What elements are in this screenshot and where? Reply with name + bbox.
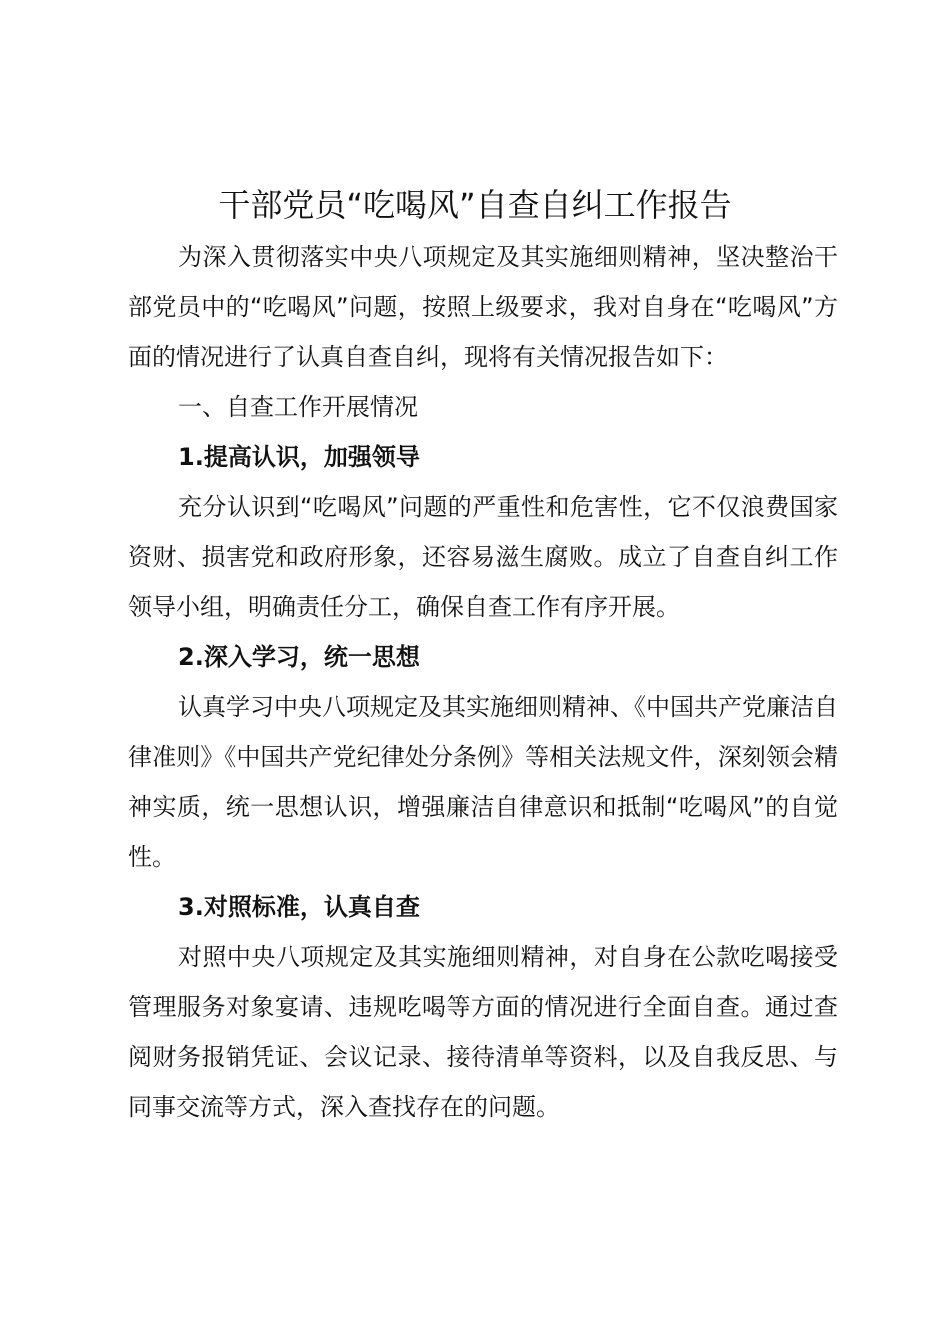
item-heading: 2.深入学习，统一思想 bbox=[178, 643, 420, 671]
section-heading: 一、自查工作开展情况 bbox=[178, 393, 418, 421]
item-paragraph: 充分认识到“吃喝风”问题的严重性和危害性，它不仅浪费国家资财、损害党和政府形象，还容易滋生腐败。成立了自查自纠工作领导小组，明确责任分工，确保自查工作有序开展。 bbox=[128, 493, 838, 621]
document-body bbox=[128, 232, 838, 1132]
intro-paragraph: 为深入贯彻落实中央八项规定及其实施细则精神，坚决整治干部党员中的“吃喝风”问题，按照上级要求，我对自身在“吃喝风”方面的情况进行了认真自查自纠，现将有关情况报告如下： bbox=[128, 243, 838, 371]
item-paragraph: 对照中央八项规定及其实施细则精神，对自身在公款吃喝接受管理服务对象宴请、违规吃喝等方面的情况进行全面自查。通过查阅财务报销凭证、会议记录、接待清单等资料，以及自我反思、与同事交流等方式，深入查找存在的问题。 bbox=[128, 943, 838, 1121]
document-title: 干部党员“吃喝风”自查自纠工作报告 bbox=[218, 186, 732, 224]
item-heading: 1.提高认识，加强领导 bbox=[178, 443, 420, 471]
item-heading: 3.对照标准，认真自查 bbox=[178, 893, 420, 921]
item-paragraph: 认真学习中央八项规定及其实施细则精神、《中国共产党廉洁自律准则》《中国共产党纪律处分条例》等相关法规文件，深刻领会精神实质，统一思想认识，增强廉洁自律意识和抵制“吃喝风”的自觉性。 bbox=[128, 693, 838, 871]
